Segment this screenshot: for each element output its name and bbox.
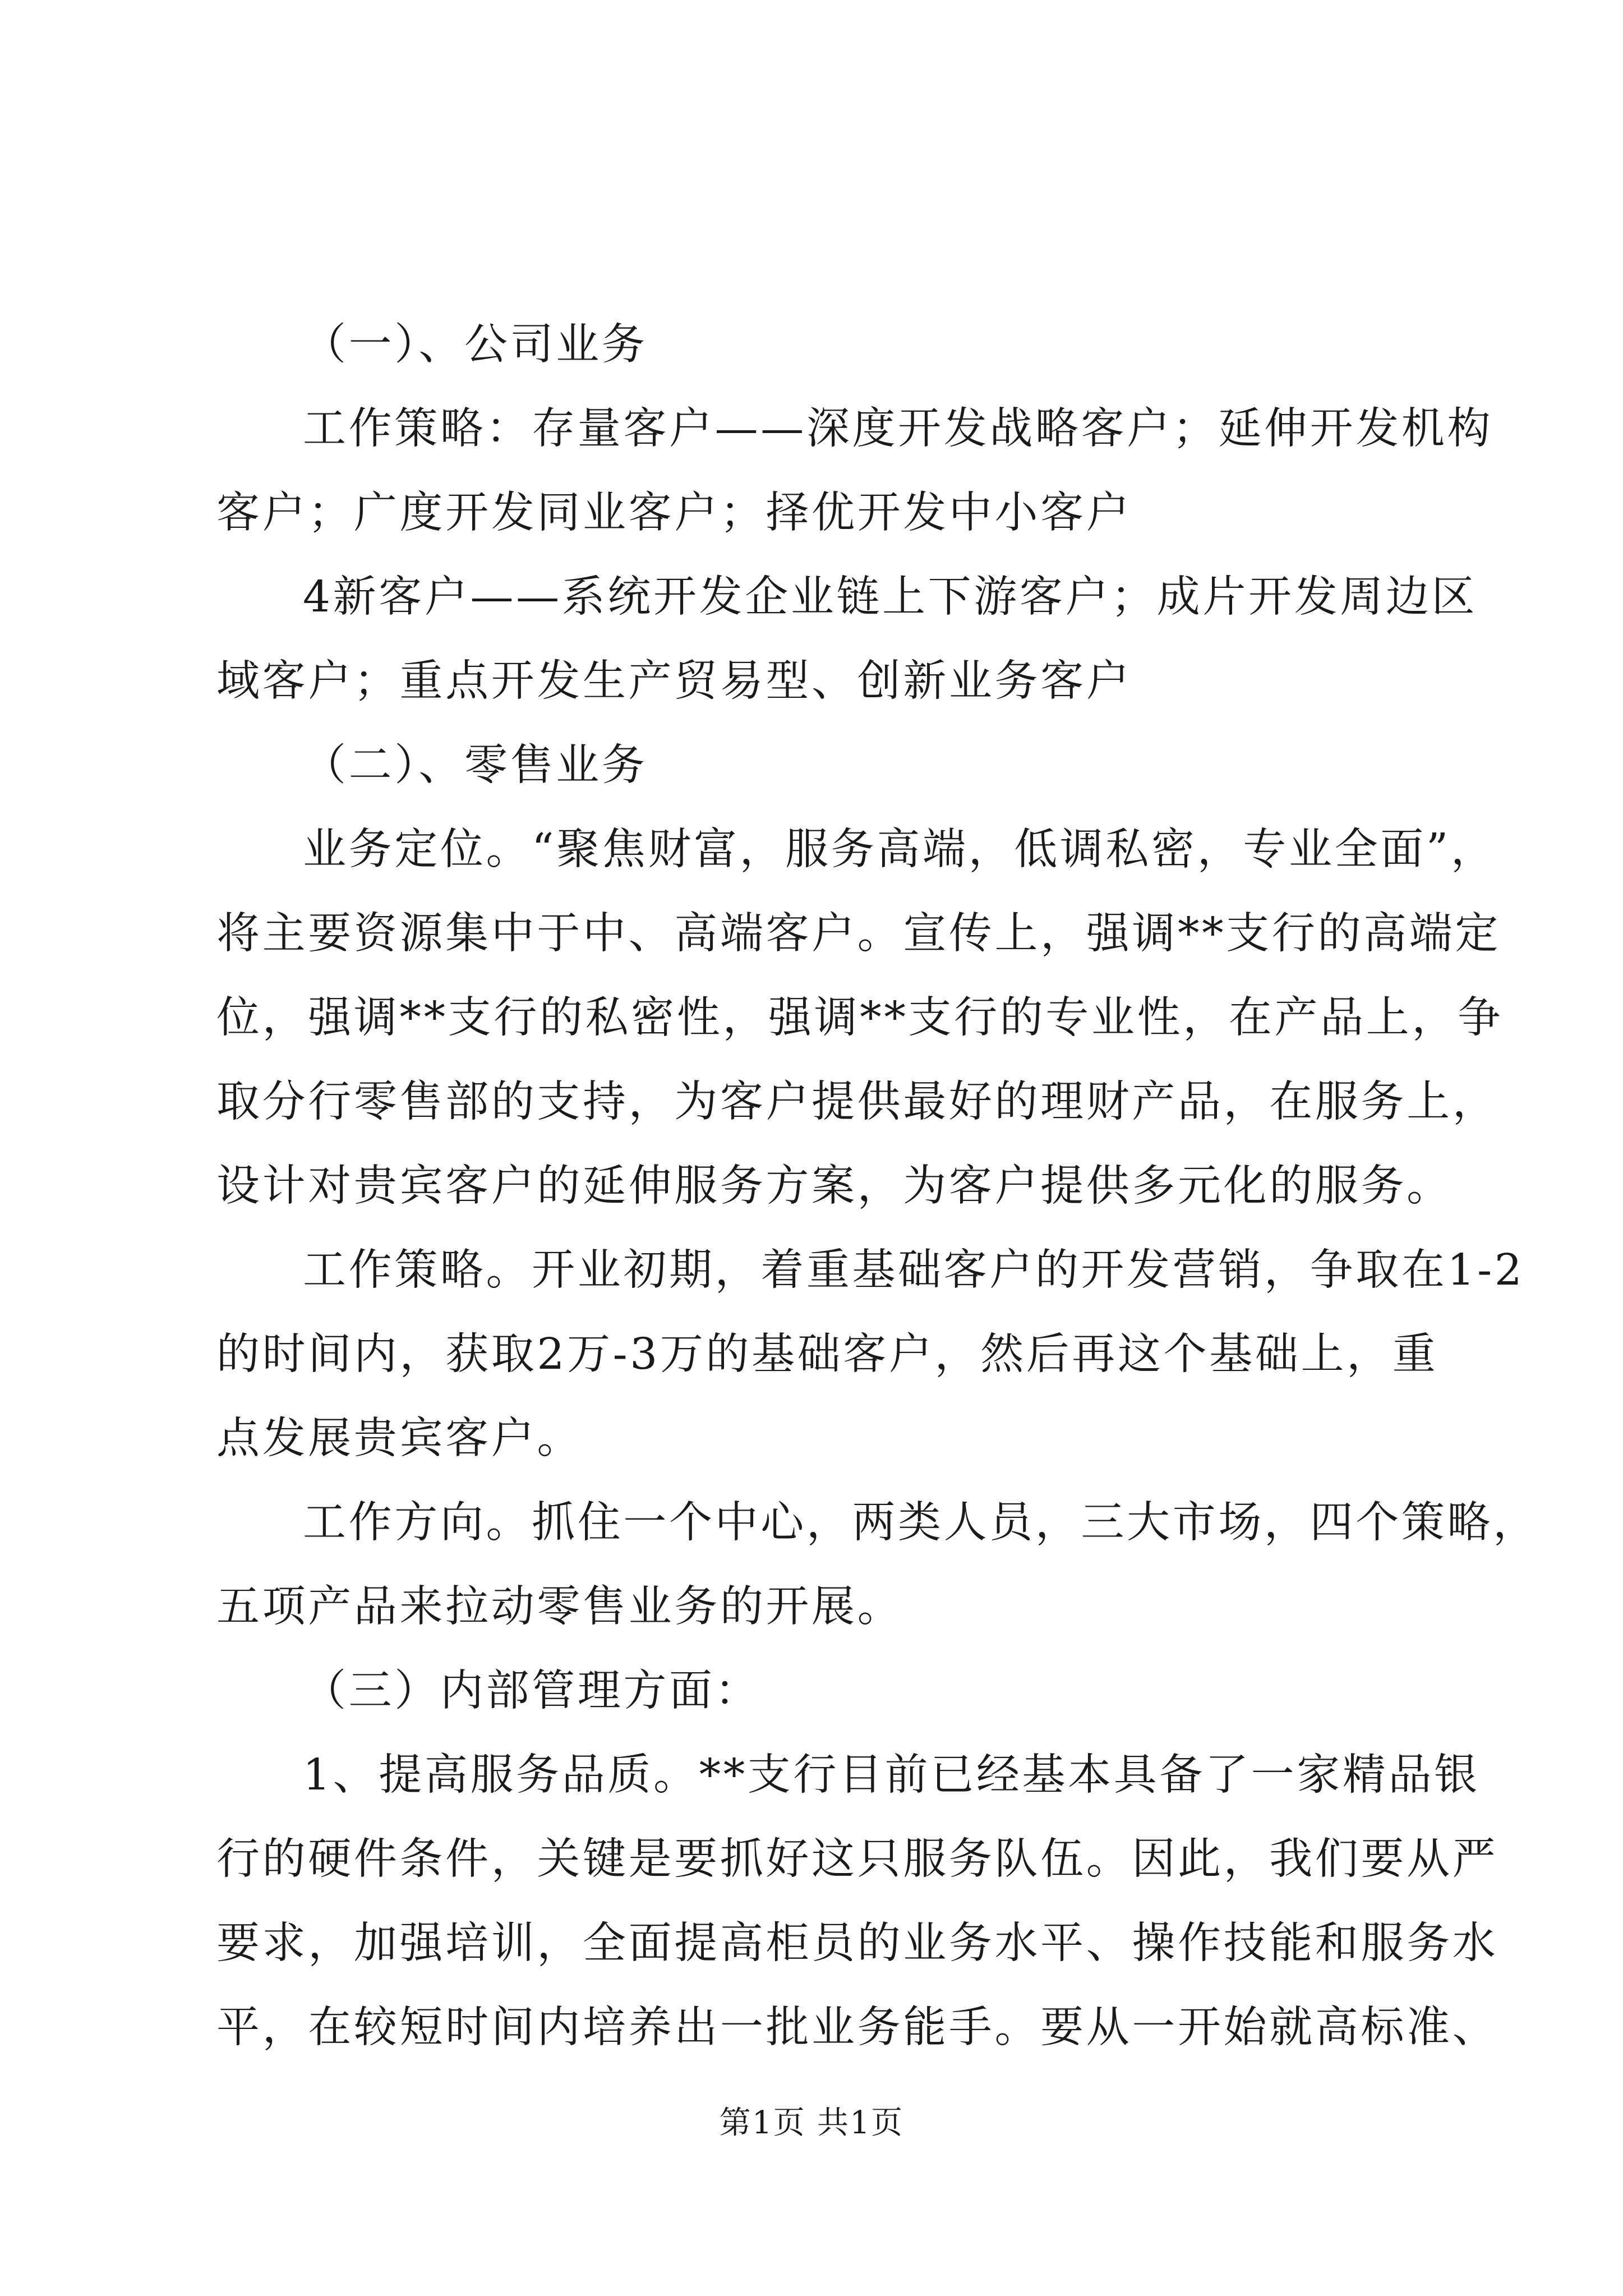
- paragraph-line: 工作方向。抓住一个中心，两类人员，三大市场，四个策略，: [303, 1498, 1539, 1548]
- paragraph-line: 工作策略。开业初期，着重基础客户的开发营销，争取在1-2: [303, 1245, 1525, 1295]
- section-heading-corporate: （一）、公司业务: [303, 320, 648, 370]
- paragraph-line: 1、提高服务品质。**支行目前已经基本具备了一家精品银: [303, 1750, 1480, 1800]
- paragraph-line: 域客户；重点开发生产贸易型、创新业务客户: [216, 656, 1132, 706]
- document-body: [216, 303, 1539, 2070]
- paragraph-line: 平，在较短时间内培养出一批业务能手。要从一开始就高标准、: [216, 2003, 1498, 2053]
- paragraph-line: 4新客户——系统开发企业链上下游客户；成片开发周边区: [303, 572, 1478, 622]
- paragraph-line: 要求，加强培训，全面提高柜员的业务水平、操作技能和服务水: [216, 1918, 1498, 1968]
- section-heading-internal-management: （三）内部管理方面：: [303, 1666, 761, 1716]
- page-number-footer: 第1页 共1页: [719, 2105, 904, 2141]
- paragraph-line: 设计对贵宾客户的延伸服务方案，为客户提供多元化的服务。: [216, 1161, 1453, 1211]
- paragraph-line: 的时间内，获取2万-3万的基础客户，然后再这个基础上，重: [216, 1329, 1438, 1379]
- paragraph-line: 业务定位。“聚焦财富，服务高端，低调私密，专业全面”，: [303, 825, 1497, 875]
- paragraph-line: 行的硬件条件，关键是要抓好这只服务队伍。因此，我们要从严: [216, 1834, 1498, 1884]
- paragraph-line: 工作策略：存量客户——深度开发战略客户；延伸开发机构: [303, 404, 1493, 454]
- paragraph-line: 取分行零售部的支持，为客户提供最好的理财产品，在服务上，: [216, 1077, 1498, 1127]
- paragraph-line: 五项产品来拉动零售业务的开展。: [216, 1582, 903, 1632]
- paragraph-line: 位，强调**支行的私密性，强调**支行的专业性，在产品上，争: [216, 993, 1504, 1043]
- paragraph-line: 客户；广度开发同业客户；择优开发中小客户: [216, 488, 1132, 538]
- paragraph-line: 点发展贵宾客户。: [216, 1414, 583, 1464]
- paragraph-line: 将主要资源集中于中、高端客户。宣传上，强调**支行的高端定: [216, 909, 1501, 959]
- section-heading-retail: （二）、零售业务: [303, 740, 648, 790]
